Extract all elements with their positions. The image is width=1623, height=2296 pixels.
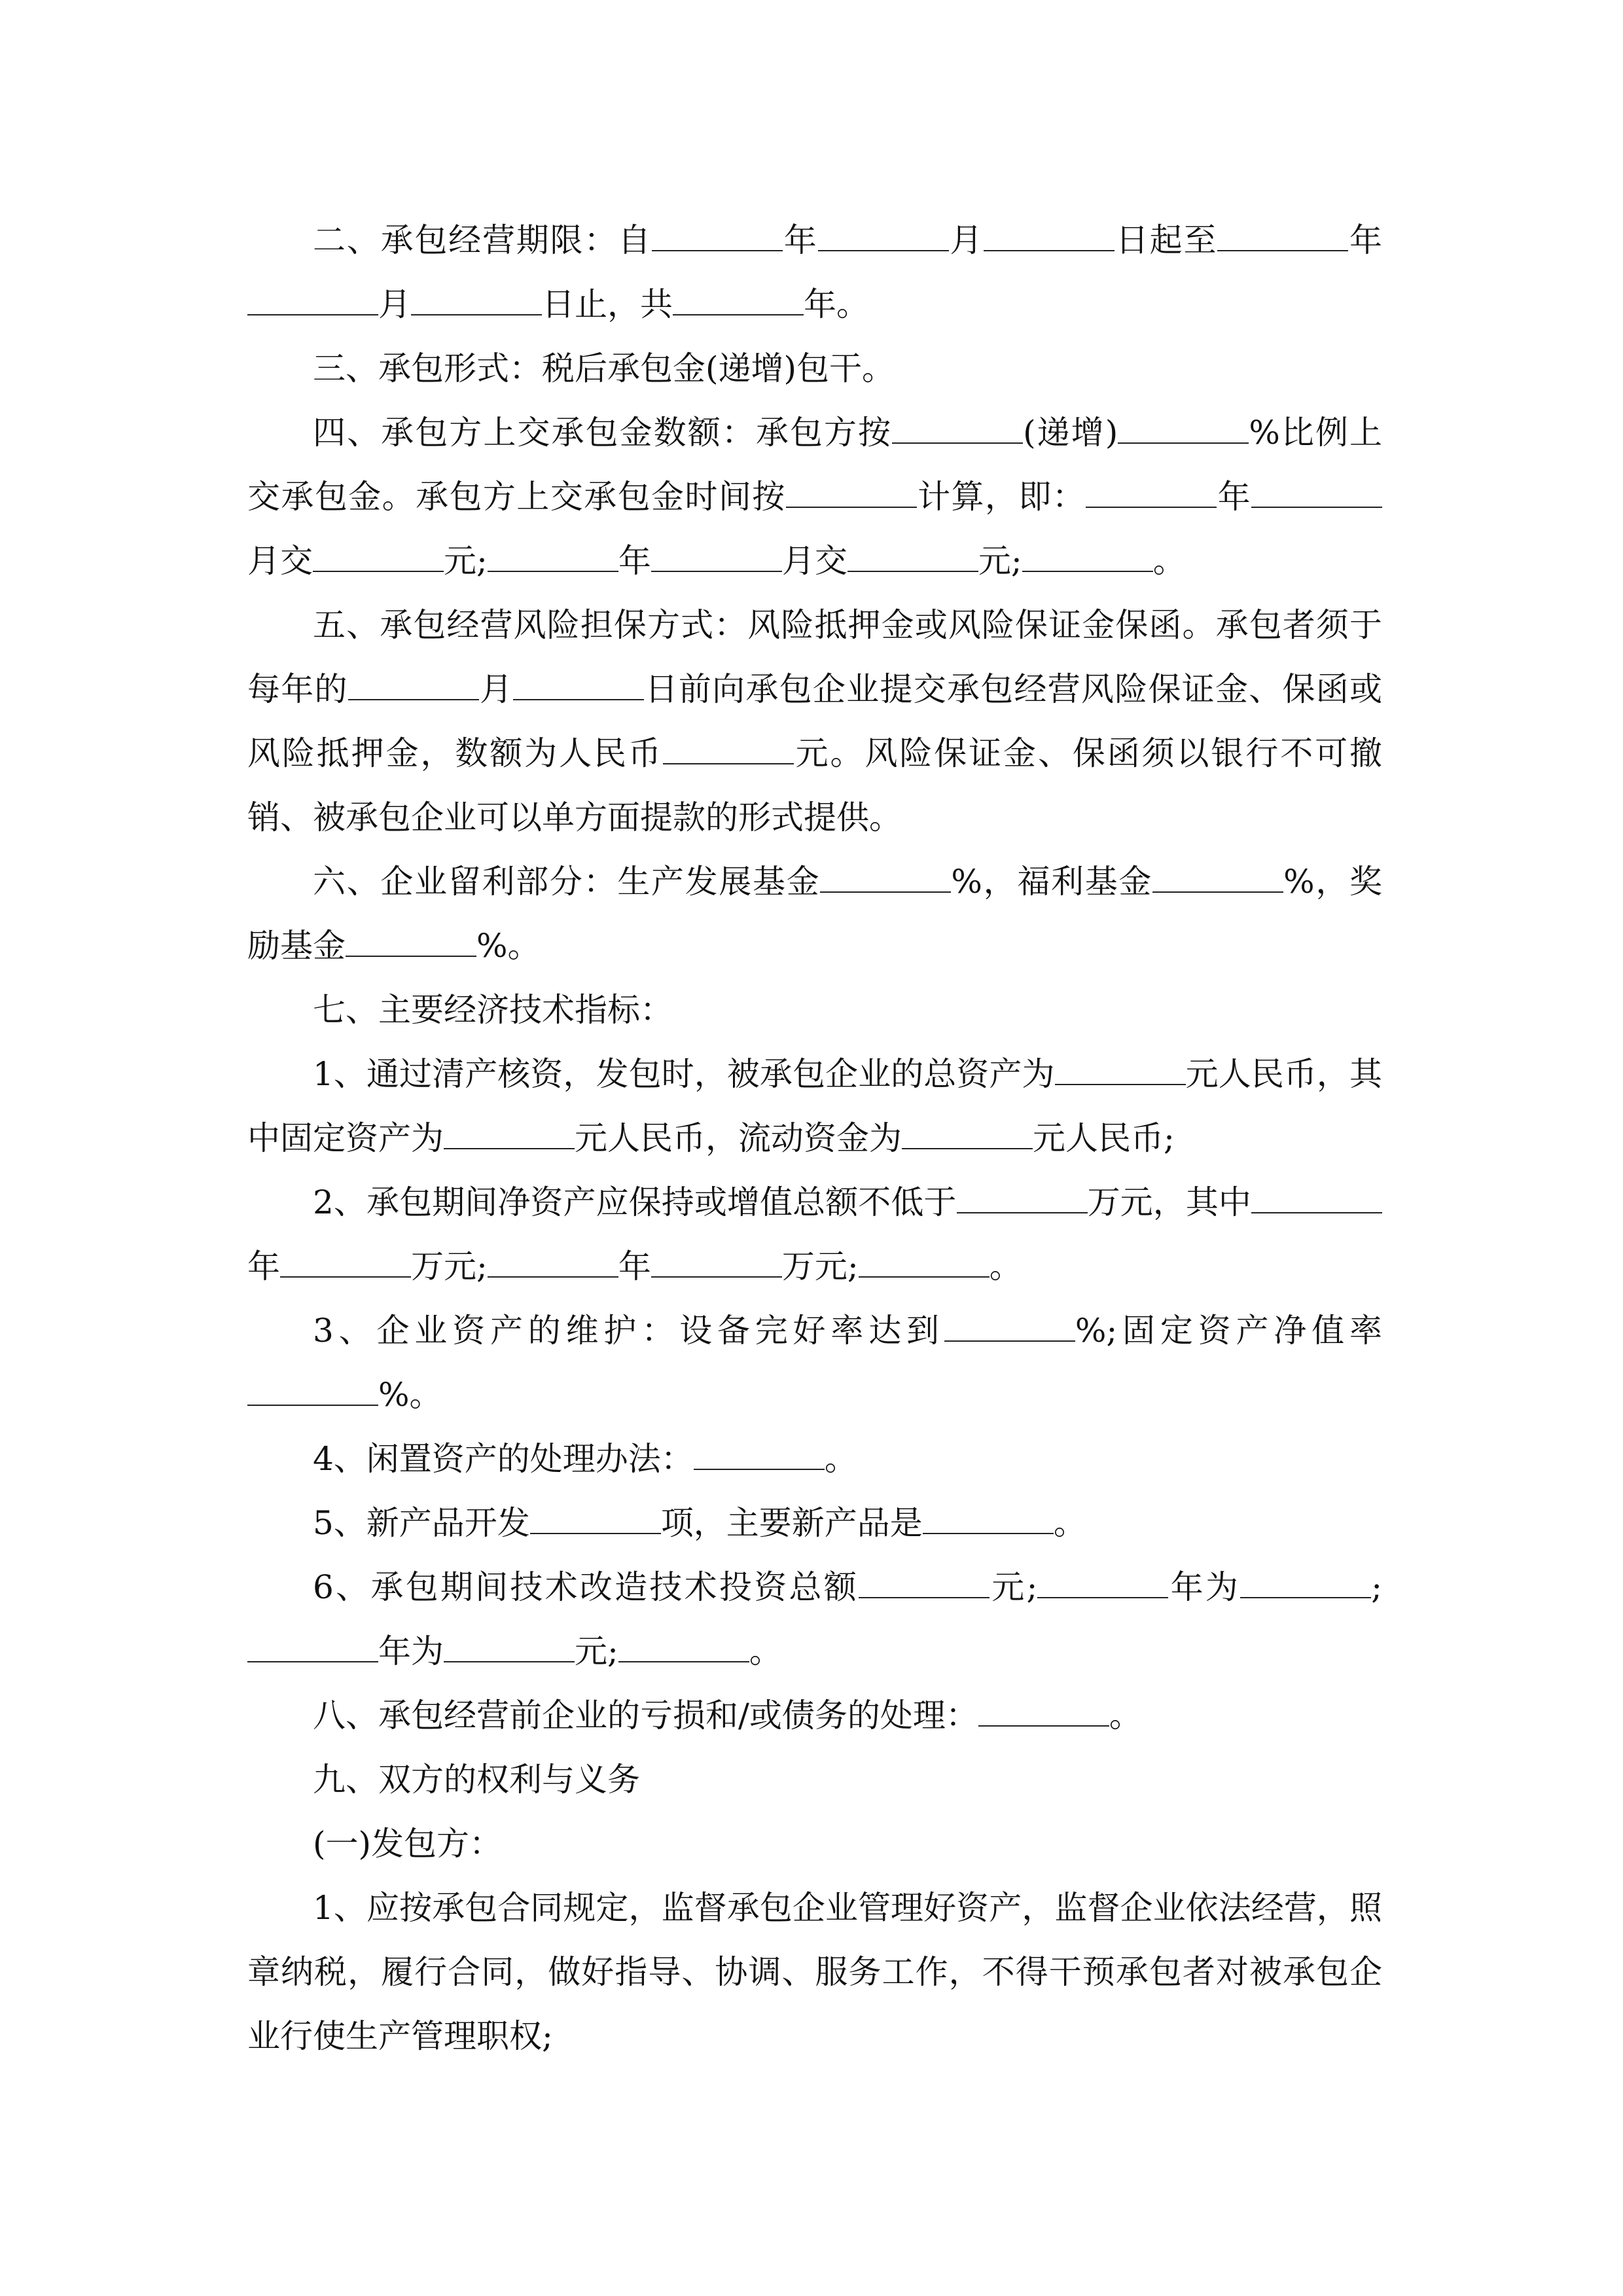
fill-in-blank: [348, 670, 479, 700]
fill-in-blank: [786, 477, 917, 508]
fill-in-blank: [1037, 1568, 1168, 1598]
fill-in-blank: [859, 1247, 990, 1278]
fill-in-blank: [618, 1632, 749, 1662]
fill-in-blank: [902, 1119, 1033, 1149]
fill-in-blank: [892, 413, 1023, 444]
paragraph-rights-heading: 九、双方的权利与义务: [313, 1761, 640, 1799]
paragraph-form: 三、承包形式：税后承包金(递增)包干。: [313, 350, 895, 387]
fill-in-blank: [923, 1503, 1054, 1534]
fill-in-blank: [984, 221, 1115, 251]
paragraph-risk-guarantee: 五、承包经营风险担保方式：风险抵押金或风险保证金保函。承包者须于每年的 月 日前向承包企业提交承包经营风险保证金、保函或风险抵押金，数额为人民币 元。风险保证金、保函须以银行不可撤销、被承包企业可以单方面提款的形式提供。: [247, 606, 1383, 836]
fill-in-blank: [1086, 477, 1217, 508]
fill-in-blank: [1251, 1183, 1382, 1213]
paragraph-indicator-5: 5、新产品开发 项，主要新产品是 。: [313, 1504, 1086, 1542]
fill-in-blank: [247, 1632, 378, 1662]
fill-in-blank: [673, 285, 804, 315]
fill-in-blank: [652, 221, 783, 251]
fill-in-blank: [530, 1503, 661, 1534]
fill-in-blank: [1152, 862, 1283, 893]
paragraph-indicator-2: 2、承包期间净资产应保持或增值总额不低于 万元，其中年 万元; 年 万元; 。: [247, 1170, 1382, 1299]
fill-in-blank: [444, 1119, 575, 1149]
fill-in-blank: [247, 285, 378, 315]
paragraph-indicators-heading: 七、主要经济技术指标：: [313, 991, 673, 1029]
fill-in-blank: [1217, 221, 1348, 251]
fill-in-blank: [488, 541, 618, 572]
paragraph-indicator-4: 4、闲置资产的处理办法： 。: [313, 1440, 857, 1478]
document-body: [247, 208, 1382, 2068]
fill-in-blank: [313, 541, 444, 572]
fill-in-blank: [820, 862, 951, 893]
fill-in-blank: [818, 221, 949, 251]
fill-in-blank: [944, 1311, 1075, 1342]
fill-in-blank: [280, 1247, 411, 1278]
fill-in-blank: [1251, 477, 1382, 508]
fill-in-blank: [444, 1632, 575, 1662]
paragraph-retained-profit: 六、企业留利部分：生产发展基金 %，福利基金 %，奖励基金 %。: [247, 863, 1383, 965]
fill-in-blank: [513, 670, 644, 700]
fill-in-blank: [663, 734, 794, 764]
fill-in-blank: [859, 1568, 990, 1598]
paragraph-losses-debts: 八、承包经营前企业的亏损和/或债务的处理： 。: [313, 1696, 1142, 1734]
fill-in-blank: [1022, 541, 1153, 572]
fill-in-blank: [247, 1375, 378, 1406]
paragraph-contractor-duty-1: 1、应按承包合同规定，监督承包企业管理好资产，监督企业依法经营，照章纳税，履行合同，做好指导、协调、服务工作，不得干预承包者对被承包企业行使生产管理职权;: [247, 1889, 1382, 2055]
fill-in-blank: [1055, 1054, 1186, 1085]
fill-in-blank: [411, 285, 542, 315]
paragraph-contractor-heading: (一)发包方：: [313, 1825, 503, 1863]
paragraph-indicator-3: 3、企业资产的维护：设备完好率达到 %;固定资产净值率%。: [247, 1299, 1382, 1427]
fill-in-blank: [978, 1696, 1109, 1727]
paragraph-term: 二、承包经营期限：自 年 月 日起至 年月 日止，共 年。: [247, 208, 1382, 336]
fill-in-blank: [694, 1439, 825, 1470]
fill-in-blank: [651, 1247, 782, 1278]
fill-in-blank: [957, 1183, 1088, 1213]
fill-in-blank: [1240, 1568, 1371, 1598]
fill-in-blank: [1118, 413, 1249, 444]
fill-in-blank: [346, 926, 476, 957]
fill-in-blank: [651, 541, 782, 572]
fill-in-blank: [847, 541, 978, 572]
paragraph-indicator-1: 1、通过清产核资，发包时，被承包企业的总资产为 元人民币，其中固定资产为 元人民币，流动资金为 元人民币;: [247, 1055, 1382, 1157]
paragraph-payment-amount: 四、承包方上交承包金数额：承包方按 (递增) %比例上交承包金。承包方上交承包金时间按 计算，即： 年月交 元; 年 月交 元; 。: [247, 414, 1383, 580]
paragraph-indicator-6: 6、承包期间技术改造技术投资总额 元; 年为 ;年为 元; 。: [247, 1555, 1382, 1683]
fill-in-blank: [488, 1247, 618, 1278]
